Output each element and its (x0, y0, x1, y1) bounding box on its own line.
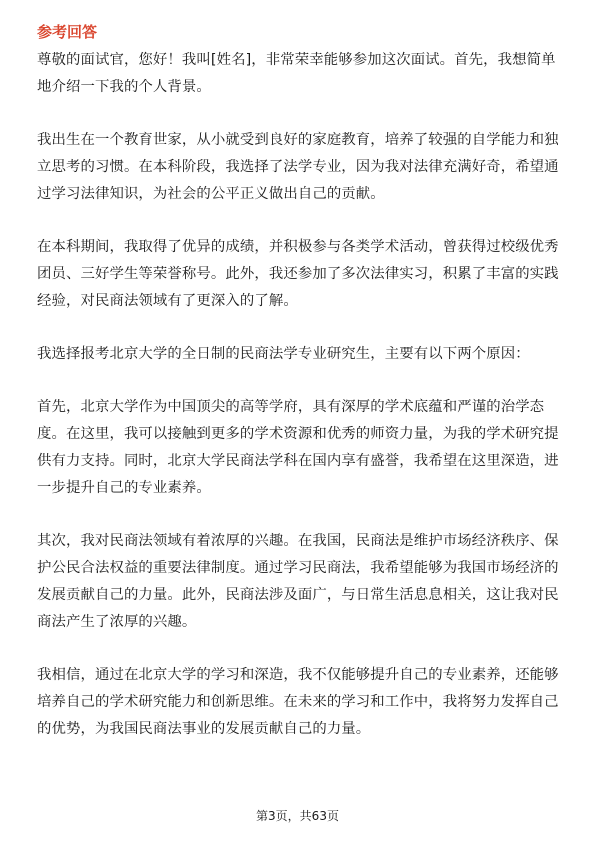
paragraph-conclusion: 我相信，通过在北京大学的学习和深造，我不仅能够提升自己的专业素养，还能够培养自己的学术研究能力和创新思维。在未来的学习和工作中，我将努力发挥自己的优势，为我国民商法事业的发展贡献自己的力量。 (37, 667, 559, 737)
page-number: 第3页，共63页 (256, 809, 339, 823)
document-body (37, 22, 559, 769)
paragraph-reasons-intro: 我选择报考北京大学的全日制的民商法学专业研究生，主要有以下两个原因： (37, 346, 530, 362)
paragraph-intro: 尊敬的面试官，您好！我叫[姓名]，非常荣幸能够参加这次面试。首先，我想简单地介绍一下我的个人背景。 (37, 52, 556, 95)
paragraph-achievements: 在本科期间，我取得了优异的成绩，并积极参与各类学术活动，曾获得过校级优秀团员、三好学生等荣誉称号。此外，我还参加了多次法律实习，积累了丰富的实践经验，对民商法领域有了更深入的了解。 (37, 239, 559, 309)
paragraph-background: 我出生在一个教育世家，从小就受到良好的家庭教育，培养了较强的自学能力和独立思考的习惯。在本科阶段，我选择了法学专业，因为我对法律充满好奇，希望通过学习法律知识，为社会的公平正义做出自己的贡献。 (37, 132, 559, 202)
paragraph-reason-one: 首先，北京大学作为中国顶尖的高等学府，具有深厚的学术底蕴和严谨的治学态度。在这里，我可以接触到更多的学术资源和优秀的师资力量，为我的学术研究提供有力支持。同时，北京大学民商法学科在国内享有盛誉，我希望在这里深造，进一步提升自己的专业素养。 (37, 399, 559, 496)
paragraph-reason-two: 其次，我对民商法领域有着浓厚的兴趣。在我国，民商法是维护市场经济秩序、保护公民合法权益的重要法律制度。通过学习民商法，我希望能够为我国市场经济的发展贡献自己的力量。此外，民商法涉及面广，与日常生活息息相关，这让我对民商法产生了浓厚的兴趣。 (37, 533, 559, 630)
section-heading: 参考回答 (37, 23, 98, 41)
